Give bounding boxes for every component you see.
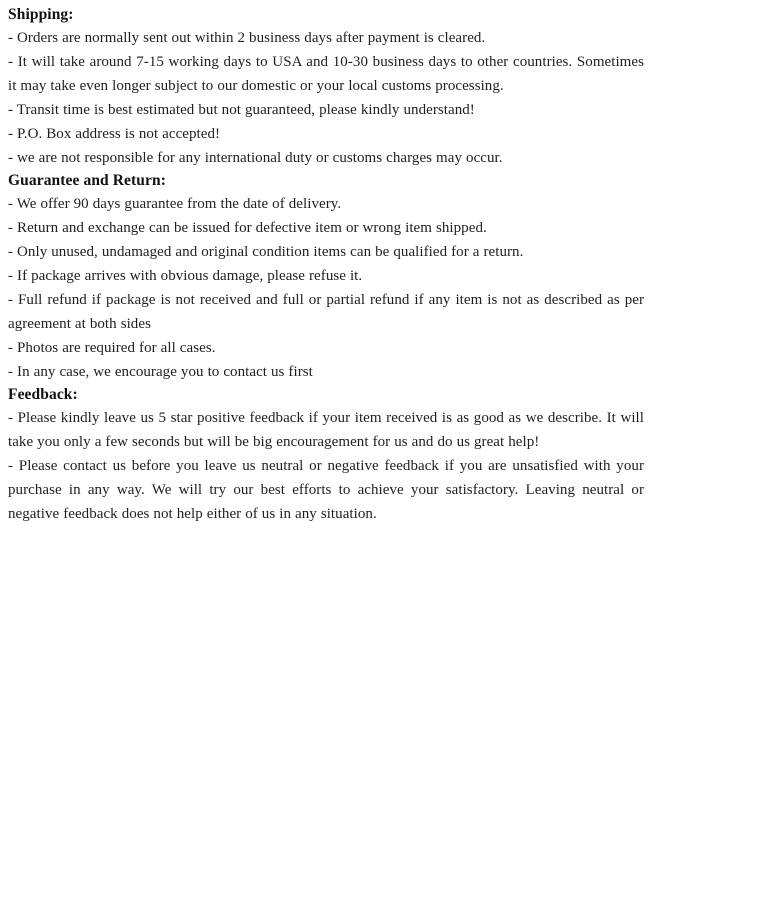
section-heading-shipping: Shipping: bbox=[8, 6, 74, 23]
section-heading-guarantee-and-return: Guarantee and Return: bbox=[8, 172, 166, 189]
guarantee-paragraph-5: - Full refund if package is not received and full or partial refund if any item is not as described as per agreement at both sides bbox=[8, 292, 644, 332]
shipping-paragraph-4: - P.O. Box address is not accepted! bbox=[8, 126, 221, 142]
document-body bbox=[8, 4, 644, 526]
guarantee-paragraph-6: - Photos are required for all cases. bbox=[8, 340, 216, 356]
shipping-paragraph-5: - we are not responsible for any international duty or customs charges may occur. bbox=[8, 150, 503, 166]
section-heading-feedback: Feedback: bbox=[8, 386, 78, 403]
shipping-paragraph-1: - Orders are normally sent out within 2 business days after payment is cleared. bbox=[8, 30, 486, 46]
guarantee-paragraph-1: - We offer 90 days guarantee from the date of delivery. bbox=[8, 196, 342, 212]
guarantee-paragraph-7: - In any case, we encourage you to contact us first bbox=[8, 364, 313, 380]
guarantee-paragraph-3: - Only unused, undamaged and original condition items can be qualified for a return. bbox=[8, 244, 524, 260]
feedback-paragraph-1: - Please kindly leave us 5 star positive feedback if your item received is as good as we describe. It will take you only a few seconds but will be big encouragement for us and do us great help! bbox=[8, 410, 644, 450]
guarantee-paragraph-2: - Return and exchange can be issued for defective item or wrong item shipped. bbox=[8, 220, 487, 236]
guarantee-paragraph-4: - If package arrives with obvious damage, please refuse it. bbox=[8, 268, 363, 284]
shipping-paragraph-3: - Transit time is best estimated but not guaranteed, please kindly understand! bbox=[8, 102, 475, 118]
shipping-paragraph-2: - It will take around 7-15 working days to USA and 10-30 business days to other countries. Sometimes it may take even longer subject to our domestic or your local customs processing. bbox=[8, 54, 644, 94]
feedback-paragraph-2: - Please contact us before you leave us neutral or negative feedback if you are unsatisfied with your purchase in any way. We will try our best efforts to achieve your satisfactory. Leaving neutral or negative feedback does not help either of us in any situation. bbox=[8, 458, 644, 522]
